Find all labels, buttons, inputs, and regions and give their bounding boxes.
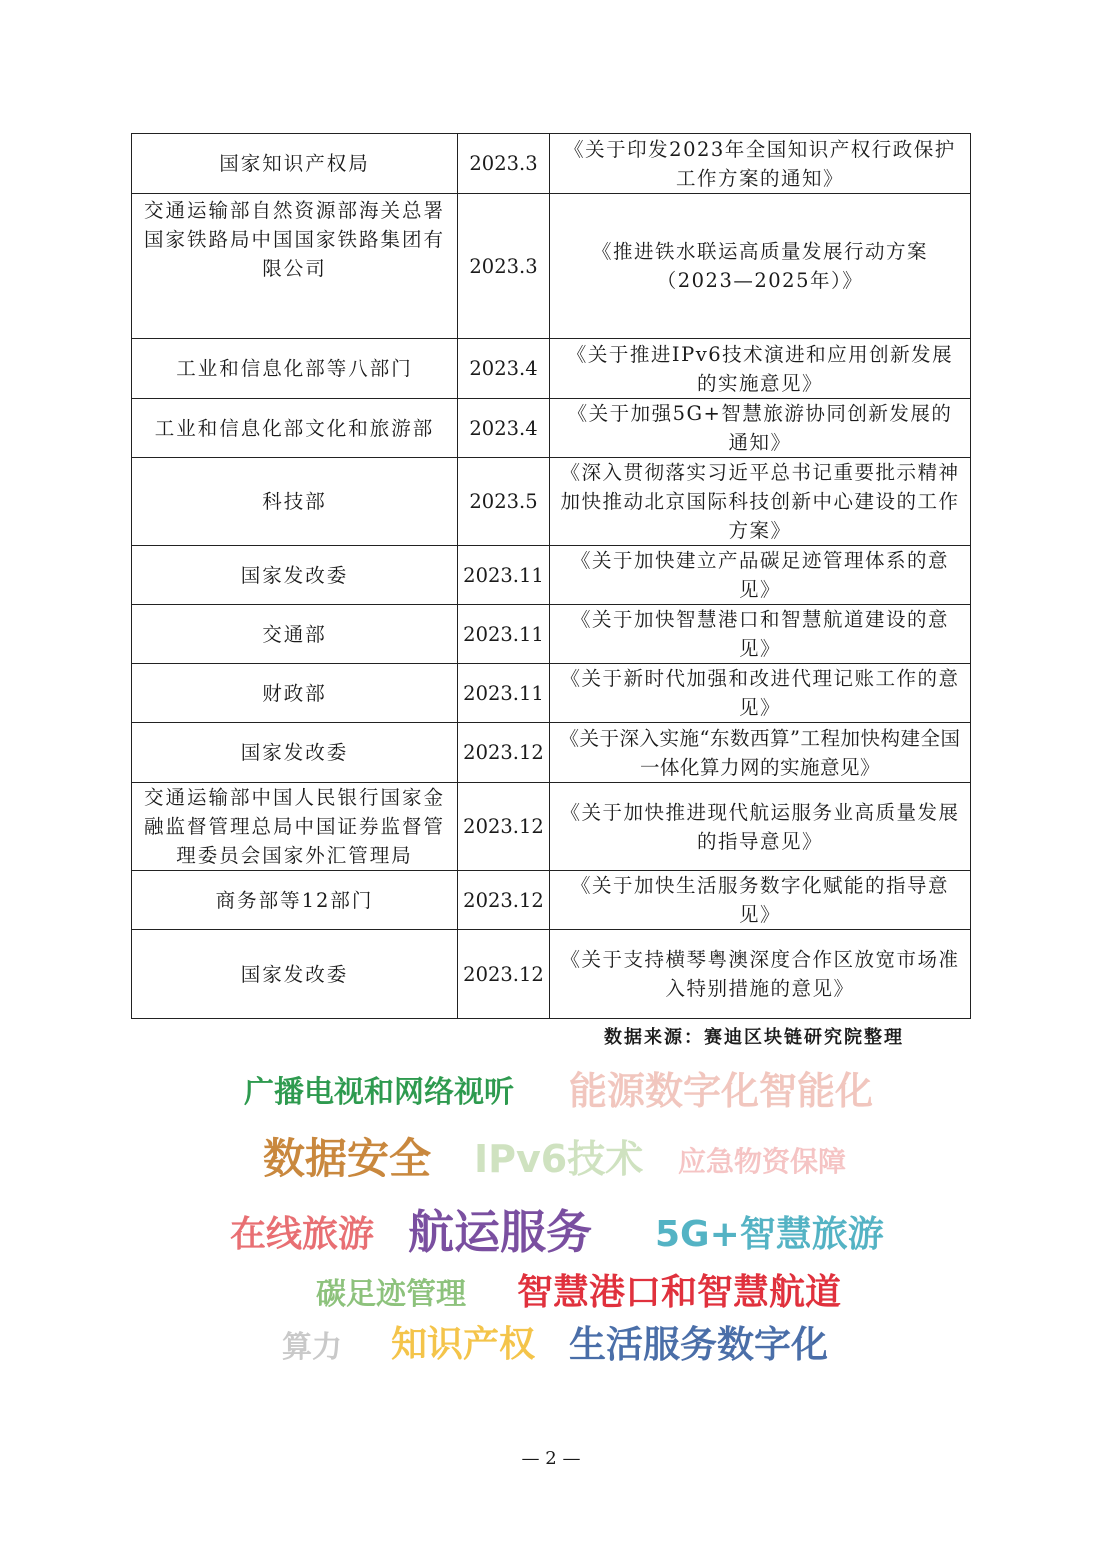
document-cell: 《关于新时代加强和改进代理记账工作的意见》 — [550, 664, 971, 723]
word-cloud-term: 碳足迹管理 — [316, 1277, 466, 1312]
date-cell: 2023.12 — [458, 871, 550, 930]
word-cloud-term: 算力 — [282, 1330, 342, 1365]
word-cloud-term: 航运服务 — [408, 1205, 592, 1259]
agency-cell: 交通部 — [132, 605, 458, 664]
policy-table — [131, 133, 971, 1019]
table-row — [132, 871, 971, 930]
agency-cell: 国家发改委 — [132, 723, 458, 783]
agency-cell: 科技部 — [132, 458, 458, 546]
word-cloud-term: 广播电视和网络视听 — [244, 1075, 514, 1110]
date-cell: 2023.12 — [458, 723, 550, 783]
word-cloud-term: 生活服务数字化 — [569, 1323, 828, 1366]
date-cell: 2023.12 — [458, 930, 550, 1019]
table-row — [132, 458, 971, 546]
agency-cell: 国家发改委 — [132, 930, 458, 1019]
date-cell: 2023.4 — [458, 399, 550, 458]
table-row — [132, 399, 971, 458]
document-cell: 《关于推进IPv6技术演进和应用创新发展的实施意见》 — [550, 339, 971, 399]
agency-cell: 交通运输部中国人民银行国家金融监督管理总局中国证券监督管理委员会国家外汇管理局 — [132, 783, 458, 871]
table-row — [132, 605, 971, 664]
document-cell: 《推进铁水联运高质量发展行动方案（2023—2025年）》 — [550, 194, 971, 339]
word-cloud-term: 能源数字化智能化 — [569, 1069, 874, 1113]
agency-cell: 国家发改委 — [132, 546, 458, 605]
table-row — [132, 723, 971, 783]
table-row — [132, 194, 971, 339]
document-cell: 《关于加快生活服务数字化赋能的指导意见》 — [550, 871, 971, 930]
date-cell: 2023.11 — [458, 546, 550, 605]
word-cloud-term: 智慧港口和智慧航道 — [517, 1272, 842, 1313]
table-row — [132, 339, 971, 399]
document-cell: 《关于加快建立产品碳足迹管理体系的意见》 — [550, 546, 971, 605]
table-row — [132, 930, 971, 1019]
page-number: — 2 — — [521, 1448, 581, 1469]
date-cell: 2023.12 — [458, 783, 550, 871]
word-cloud-term: 知识产权 — [391, 1324, 536, 1365]
data-source-note: 数据来源：赛迪区块链研究院整理 — [604, 1027, 904, 1048]
table-row — [132, 783, 971, 871]
agency-cell: 工业和信息化部文化和旅游部 — [132, 399, 458, 458]
date-cell: 2023.5 — [458, 458, 550, 546]
agency-cell: 财政部 — [132, 664, 458, 723]
document-cell: 《关于加快推进现代航运服务业高质量发展的指导意见》 — [550, 783, 971, 871]
table-row — [132, 134, 971, 194]
table-row — [132, 664, 971, 723]
word-cloud-term: 5G+智慧旅游 — [655, 1214, 884, 1255]
agency-cell: 交通运输部自然资源部海关总署国家铁路局中国国家铁路集团有限公司 — [132, 194, 458, 339]
date-cell: 2023.3 — [458, 194, 550, 339]
document-cell: 《关于加强5G+智慧旅游协同创新发展的通知》 — [550, 399, 971, 458]
document-cell: 《深入贯彻落实习近平总书记重要批示精神加快推动北京国际科技创新中心建设的工作方案》 — [550, 458, 971, 546]
date-cell: 2023.3 — [458, 134, 550, 194]
document-cell: 《关于加快智慧港口和智慧航道建设的意见》 — [550, 605, 971, 664]
word-cloud-term: 在线旅游 — [230, 1214, 375, 1255]
word-cloud-term: IPv6技术 — [474, 1137, 644, 1181]
agency-cell: 商务部等12部门 — [132, 871, 458, 930]
agency-cell: 工业和信息化部等八部门 — [132, 339, 458, 399]
document-cell: 《关于印发2023年全国知识产权行政保护工作方案的通知》 — [550, 134, 971, 194]
word-cloud-term: 数据安全 — [263, 1134, 432, 1183]
date-cell: 2023.11 — [458, 664, 550, 723]
table-row — [132, 546, 971, 605]
word-cloud-term: 应急物资保障 — [678, 1145, 847, 1178]
agency-cell: 国家知识产权局 — [132, 134, 458, 194]
date-cell: 2023.11 — [458, 605, 550, 664]
date-cell: 2023.4 — [458, 339, 550, 399]
document-cell: 《关于深入实施“东数西算”工程加快构建全国一体化算力网的实施意见》 — [550, 723, 971, 783]
document-cell: 《关于支持横琴粤澳深度合作区放宽市场准入特别措施的意见》 — [550, 930, 971, 1019]
